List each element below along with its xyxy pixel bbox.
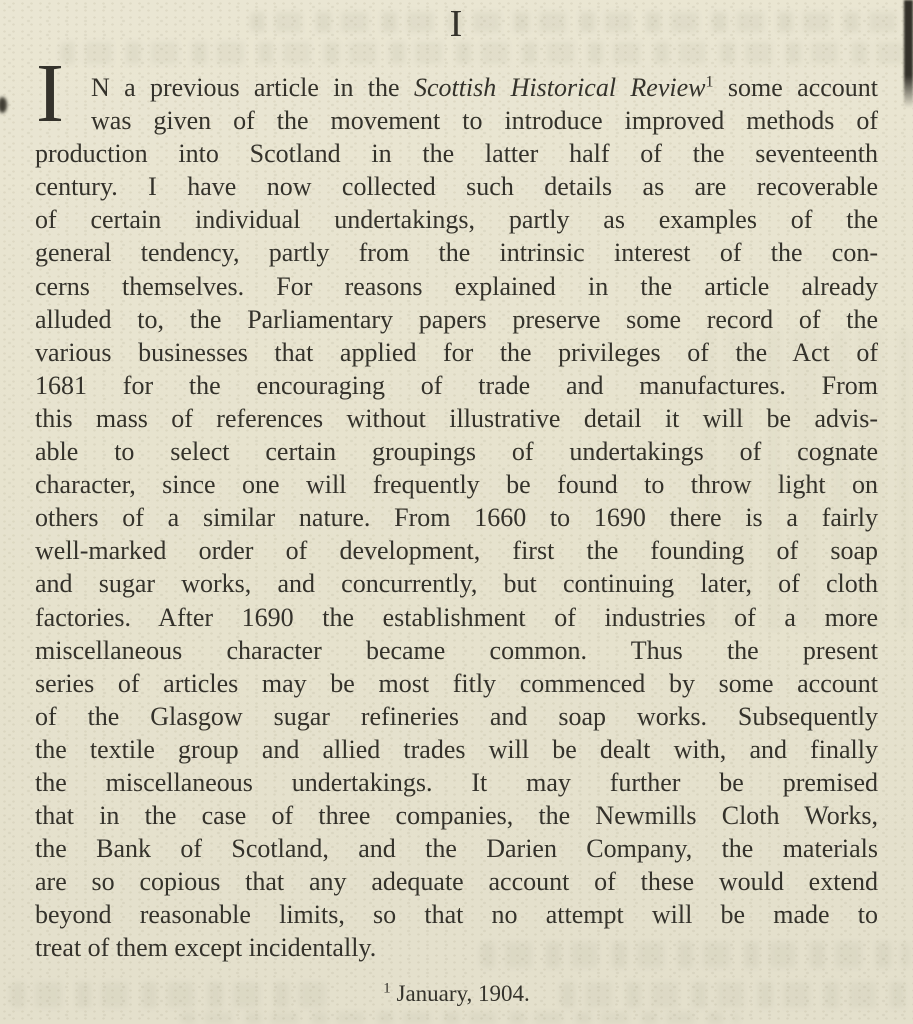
- chapter-number-heading: I: [449, 3, 464, 45]
- text-line: [35, 369, 878, 402]
- drop-cap: I: [36, 47, 64, 140]
- body-text: well-marked order of development, first the founding of soap: [35, 536, 878, 566]
- text-line: [35, 634, 878, 667]
- body-text: general tendency, partly from the intrinsic interest of the con-: [35, 238, 878, 268]
- text-line: [35, 931, 878, 964]
- text-line: [35, 468, 878, 501]
- text-line: [35, 766, 878, 799]
- text-line: [35, 865, 878, 898]
- body-text: miscellaneous character became common. Thus the present: [35, 635, 878, 665]
- footnote-marker: 1: [383, 979, 391, 997]
- italic-text: Scottish Historical Review: [413, 73, 706, 102]
- body-text: N a previous article in the: [91, 73, 414, 102]
- body-text: some account: [713, 73, 879, 102]
- text-line: [35, 501, 878, 534]
- text-line: [35, 402, 878, 435]
- body-text: the miscellaneous undertakings. It may further be premised: [35, 767, 878, 797]
- body-text: factories. After 1690 the establishment of industries of a more: [35, 602, 878, 632]
- body-text: various businesses that applied for the privileges of the Act of: [35, 337, 878, 367]
- body-text: able to select certain groupings of undertakings of cognate: [35, 437, 878, 467]
- paragraph-lines: [35, 71, 878, 965]
- text-line: [35, 71, 878, 104]
- body-text: treat of them except incidentally.: [35, 933, 377, 963]
- text-line: [35, 236, 878, 269]
- text-line: [35, 898, 878, 931]
- text-line: [35, 435, 878, 468]
- ink-speck: [0, 97, 7, 113]
- body-text: the Bank of Scotland, and the Darien Company, the materials: [35, 834, 878, 864]
- body-text: that in the case of three companies, the Newmills Cloth Works,: [35, 801, 878, 831]
- text-line: [35, 170, 878, 203]
- body-text: of certain individual undertakings, partly as examples of the: [35, 205, 878, 235]
- text-line: [35, 832, 878, 865]
- body-text: beyond reasonable limits, so that no attempt will be made to: [35, 900, 878, 930]
- body-text: was given of the movement to introduce improved methods of: [91, 106, 878, 136]
- footnote-text: January, 1904.: [390, 981, 530, 1006]
- body-text: the textile group and allied trades will be dealt with, and finally: [35, 734, 878, 764]
- text-line: [35, 137, 878, 170]
- text-line: [35, 303, 878, 336]
- text-line: [35, 203, 878, 236]
- body-text: are so copious that any adequate account of these would extend: [35, 867, 878, 897]
- body-text: others of a similar nature. From 1660 to 1690 there is a fairly: [35, 503, 878, 533]
- body-text: this mass of references without illustrative detail it will be advis-: [35, 403, 878, 433]
- text-line: [35, 667, 878, 700]
- body-text: century. I have now collected such details as are recoverable: [35, 172, 878, 202]
- body-text: series of articles may be most fitly commenced by some account: [35, 668, 878, 698]
- text-line: [35, 336, 878, 369]
- body-text: of the Glasgow sugar refineries and soap works. Subsequently: [35, 701, 878, 731]
- body-text: alluded to, the Parliamentary papers preserve some record of the: [35, 304, 878, 334]
- bleedthrough-smudge: [180, 1012, 740, 1024]
- text-line: [35, 601, 878, 634]
- footnote: [0, 978, 913, 1010]
- text-line: [35, 534, 878, 567]
- text-line: [35, 733, 878, 766]
- text-line: [35, 104, 878, 137]
- body-text: production into Scotland in the latter half of the seventeenth: [35, 139, 878, 169]
- text-line: [35, 270, 878, 303]
- body-text: character, since one will frequently be found to throw light on: [35, 470, 878, 500]
- body-text: and sugar works, and concurrently, but continuing later, of cloth: [35, 569, 878, 599]
- body-text: cerns themselves. For reasons explained in the article already: [35, 271, 878, 301]
- text-line: [35, 799, 878, 832]
- text-line: [35, 567, 878, 600]
- paragraph: [35, 47, 879, 965]
- body-text: 1681 for the encouraging of trade and manufactures. From: [35, 370, 878, 400]
- footnote-reference: 1: [705, 73, 714, 91]
- text-line: [35, 700, 878, 733]
